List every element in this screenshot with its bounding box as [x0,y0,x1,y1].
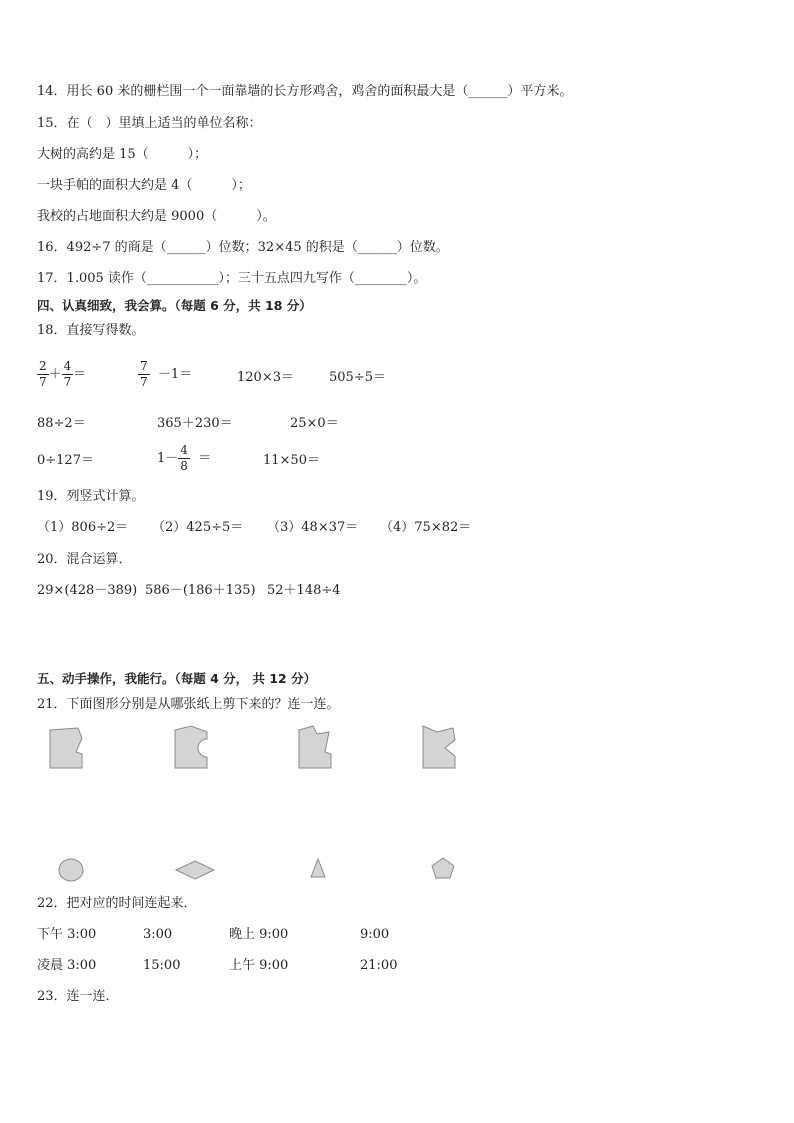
q22-row2-time-b: 21:00 [360,958,398,973]
q22-row2-label-b: 上午 9:00 [229,958,289,973]
section-4-heading: 四、认真细致，我会算。（每题 6 分，共 18 分） [37,298,312,313]
question-19-stem: 19．列竖式计算。 [37,489,145,504]
question-14: 14．用长 60 米的栅栏围一个一面靠墙的长方形鸡舍，鸡舍的面积最大是（______）平方米。 [37,84,573,99]
expr-fraction-minus-one: $\frac{7}{7}$ －1＝ [140,359,193,389]
expr-505div5: 505÷5＝ [329,370,386,385]
expr-88div2: 88÷2＝ [37,416,86,431]
q20-item-1: 29×(428－389) [37,583,138,598]
question-22-stem: 22．把对应的时间连起来． [37,896,197,911]
expr-120x3: 120×3＝ [237,370,294,385]
q22-row1-time-a: 3:00 [143,927,173,942]
expr-0div127: 0÷127＝ [37,453,94,468]
cut-paper-semicircle-notch-icon [173,724,209,772]
question-20-stem: 20．混合运算． [37,552,132,567]
q20-item-2: 586－(186＋135) [145,583,256,598]
question-15-item-b: 一块手帕的面积大约是 4（ ）； [37,178,251,193]
rhombus-shape-icon [174,858,216,882]
q22-row1-label-a: 下午 3:00 [37,927,97,942]
expr-one-minus-fraction: 1－ $\frac{4}{8}$ ＝ [157,443,212,473]
question-15-item-a: 大树的高约是 15（ ）； [37,147,208,162]
cut-paper-pentagon-notch-icon [421,724,457,772]
circle-shape-icon [56,856,86,884]
question-15-stem: 15．在（ ）里填上适当的单位名称： [37,116,262,131]
expr-11x50: 11×50＝ [263,453,320,468]
question-15-item-c: 我校的占地面积大约是 9000（ ）。 [37,209,276,224]
cut-paper-triangle-notch-icon [48,724,84,772]
expr-fraction-add: $\frac{2}{7}$ ＋ $\frac{4}{7}$ ＝ [39,359,87,389]
expr-365plus230: 365＋230＝ [157,416,233,431]
section-5-heading: 五、动手操作，我能行。（每题 4 分， 共 12 分） [37,671,317,686]
cut-paper-trapezoid-notch-icon [297,724,333,772]
expr-25x0: 25×0＝ [290,416,339,431]
q19-item-1: （1）806÷2＝ [37,520,129,535]
q20-item-3: 52＋148÷4 [267,583,341,598]
question-16: 16．492÷7 的商是（______）位数；32×45 的积是（______）位数。 [37,240,449,255]
q19-item-4: （4）75×82＝ [380,520,472,535]
question-21-stem: 21．下面图形分别是从哪张纸上剪下来的？连一连。 [37,697,340,712]
q22-row1-label-b: 晚上 9:00 [229,927,289,942]
question-18-stem: 18．直接写得数。 [37,323,145,338]
q22-row2-time-a: 15:00 [143,958,181,973]
pentagon-shape-icon [429,856,457,880]
question-17: 17．1.005 读作（___________）；三十五点四九写作（________）。 [37,271,427,286]
q19-item-3: （3）48×37＝ [267,520,359,535]
question-23: 23．连一连． [37,989,119,1004]
q19-item-2: （2）425÷5＝ [152,520,244,535]
triangle-shape-icon [308,856,328,880]
q22-row2-label-a: 凌晨 3:00 [37,958,97,973]
q22-row1-time-b: 9:00 [360,927,390,942]
